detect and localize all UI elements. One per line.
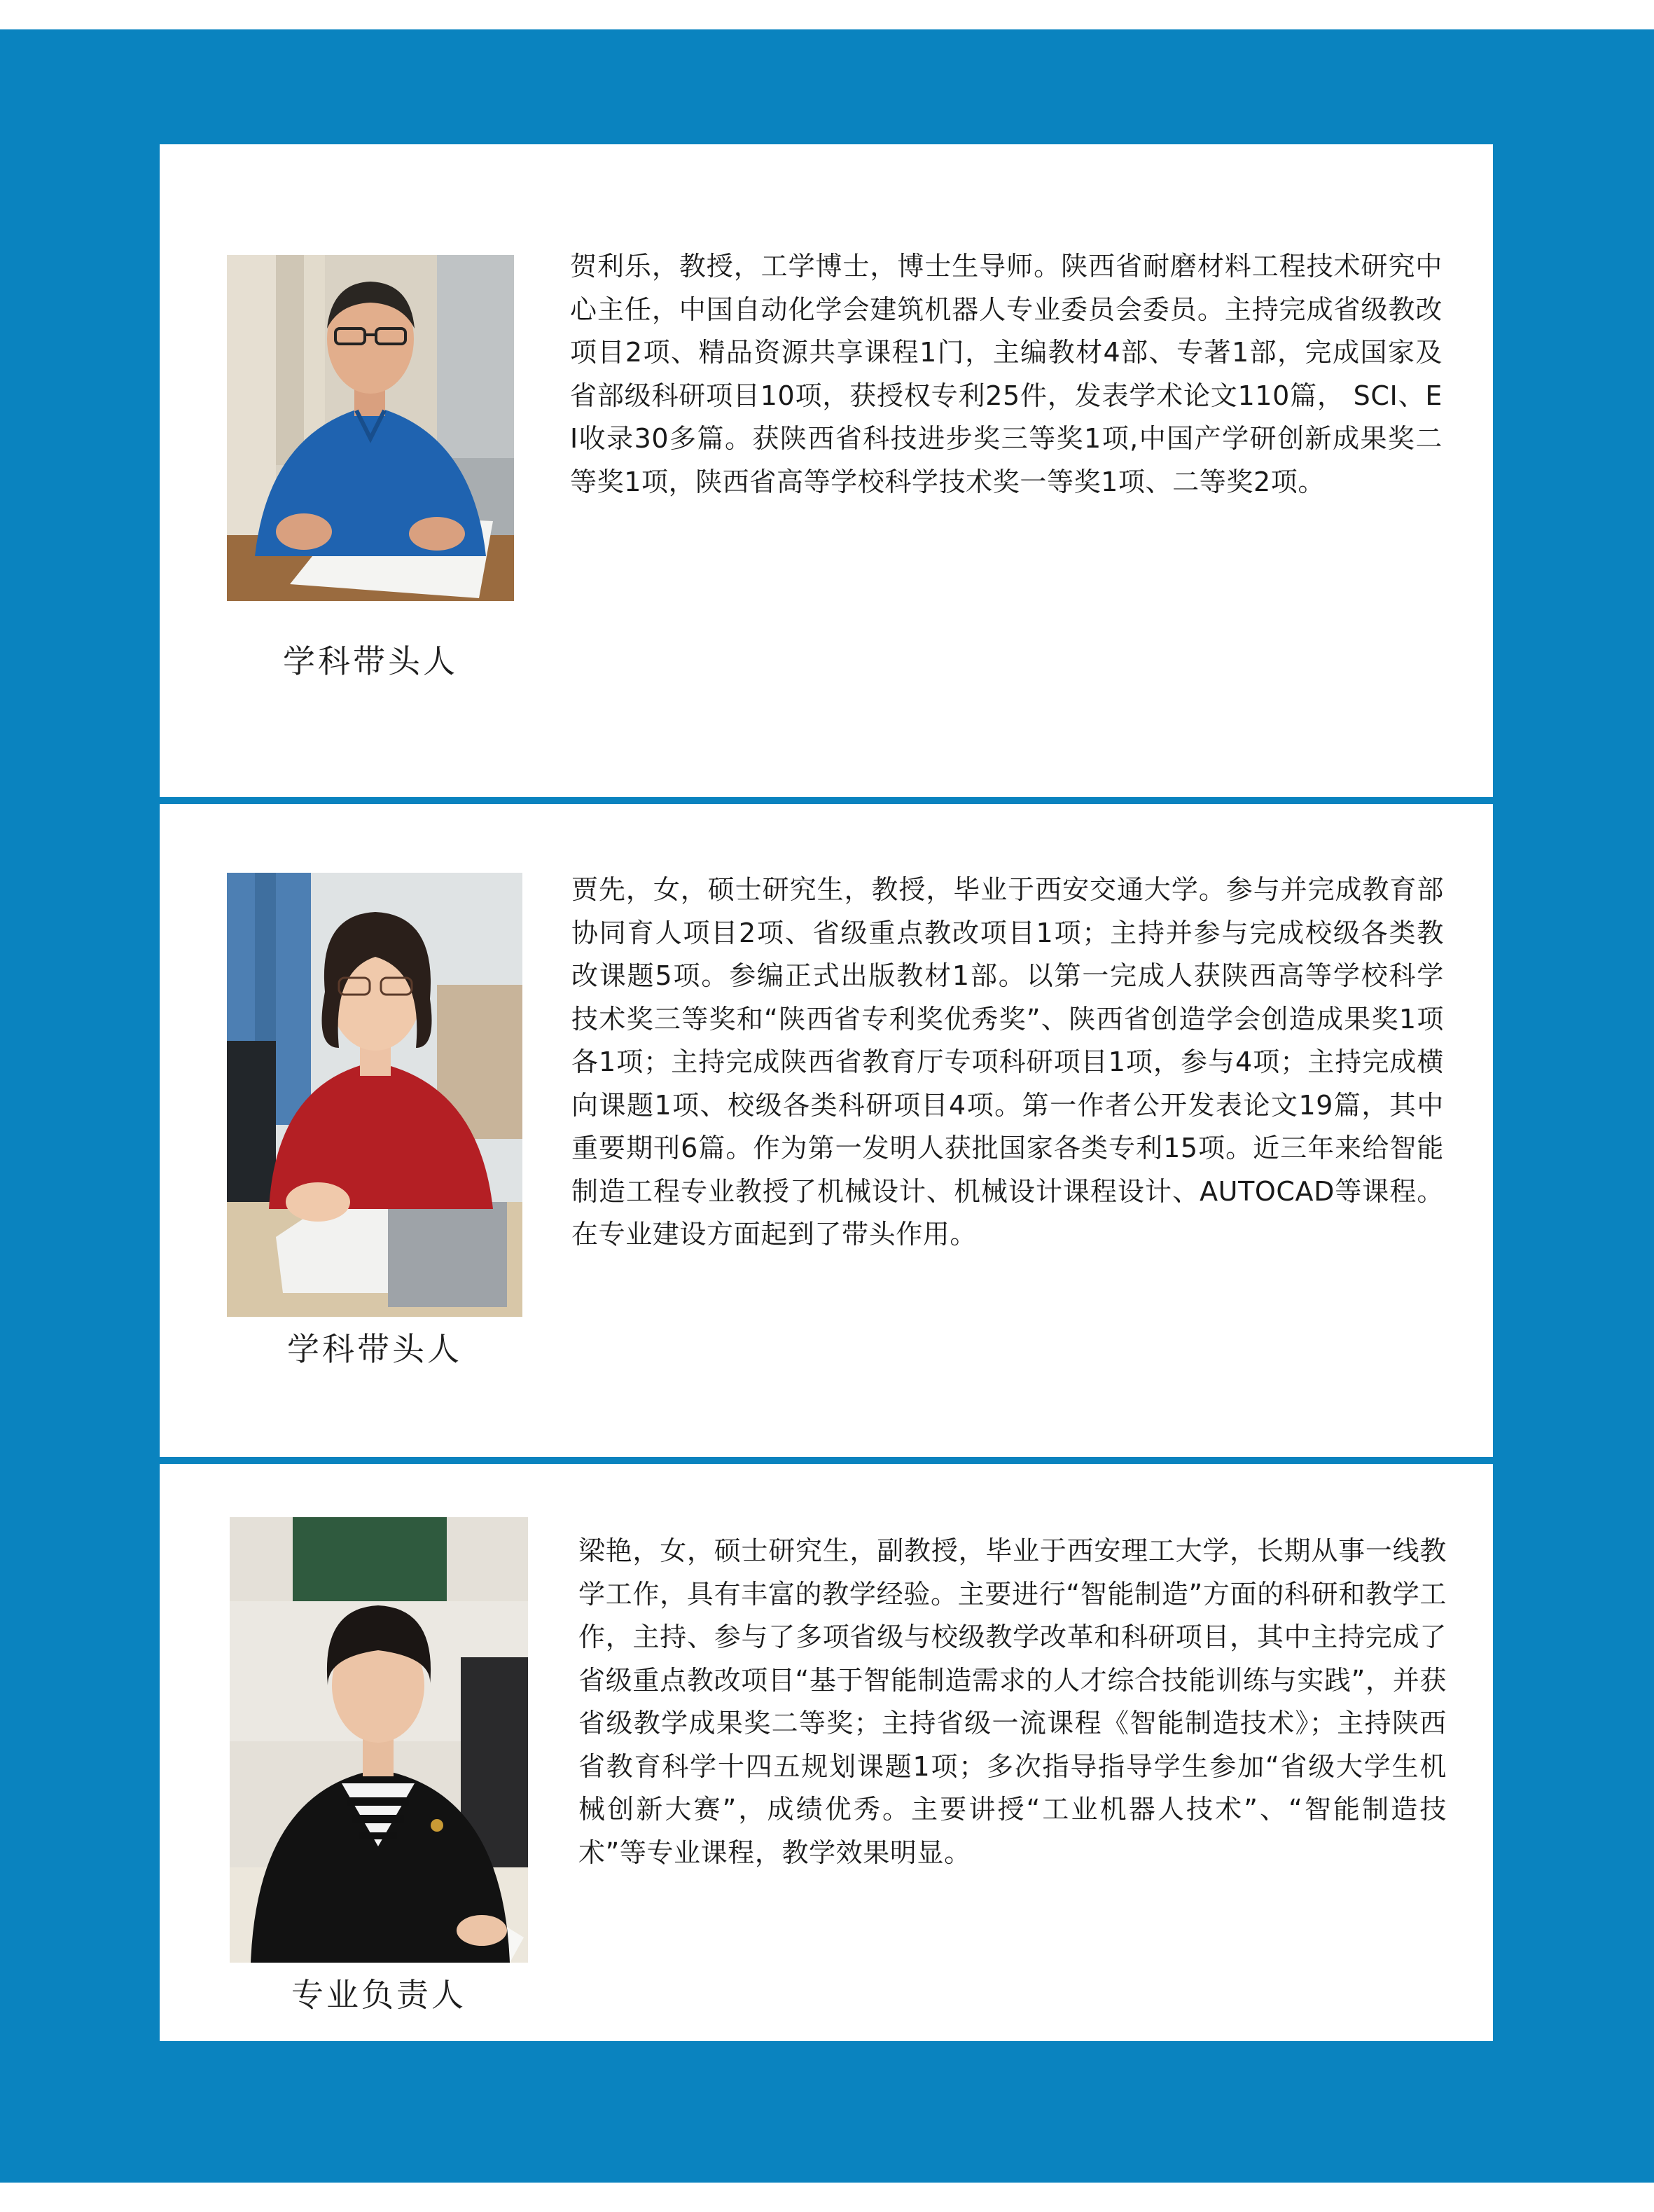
role-label: 学科带头人: [287, 1330, 462, 1368]
portrait-woman-red-jacket-icon: [227, 873, 522, 1317]
bio-text: 贺利乐，教授，工学博士，博士生导师。陕西省耐磨材料工程技术研究中心主任，中国自动化学会建筑机器人专业委员会委员。主持完成省级教改项目2项、精品资源共享课程1门，主编教材4部、专著1部，完成国家及省部级科研项目10项，获授权专利25件，发表学术论文110篇， SCI、EI收录30多篇。获陕西省科技进步奖三等奖1项,中国产学研创新成果奖二等奖1项，陕西省高等学校科学技术奖一等奖1项、二等奖2项。: [570, 251, 1443, 497]
role-label: 学科带头人: [283, 642, 458, 680]
bio-text: 贾先，女，硕士研究生，教授，毕业于西安交通大学。参与并完成教育部协同育人项目2项、省级重点教改项目1项；主持并参与完成校级各类教改课题5项。参编正式出版教材1部。以第一完成人获陕西高等学校科学技术奖三等奖和“陕西省专利奖优秀奖”、陕西省创造学会创造成果奖1项各1项；主持完成陕西省教育厅专项科研项目1项，参与4项；主持完成横向课题1项、校级各类科研项目4项。第一作者公开发表论文19篇，其中重要期刊6篇。作为第一发明人获批国家各类专利15项。近三年来给智能制造工程专业教授了机械设计、机械设计课程设计、AUTOCAD等课程。在专业建设方面起到了带头作用。: [571, 874, 1444, 1250]
photo-illustration: [230, 1517, 528, 1963]
portrait-man-blue-shirt-icon: [227, 255, 514, 601]
photo-illustration: [227, 873, 522, 1317]
profile-card-1: [160, 144, 1493, 797]
profile-card-2: [160, 804, 1493, 1457]
bio-text: 梁艳，女，硕士研究生，副教授，毕业于西安理工大学，长期从事一线教学工作，具有丰富的教学经验。主要进行“智能制造”方面的科研和教学工作，主持、参与了多项省级与校级教学改革和科研项目，其中主持完成了省级重点教改项目“基于智能制造需求的人才综合技能训练与实践”，并获省级教学成果奖二等奖；主持省级一流课程《智能制造技术》；主持陕西省教育科学十四五规划课题1项；多次指导指导学生参加“省级大学生机械创新大赛”，成绩优秀。主要讲授“工业机器人技术”、“智能制造技术”等专业课程，教学效果明显。: [578, 1535, 1447, 1868]
portrait-woman-black-jacket-icon: [230, 1517, 528, 1963]
photo-illustration: [227, 255, 514, 601]
role-label: 专业负责人: [291, 1976, 466, 2014]
profile-card-3: [160, 1464, 1493, 2041]
